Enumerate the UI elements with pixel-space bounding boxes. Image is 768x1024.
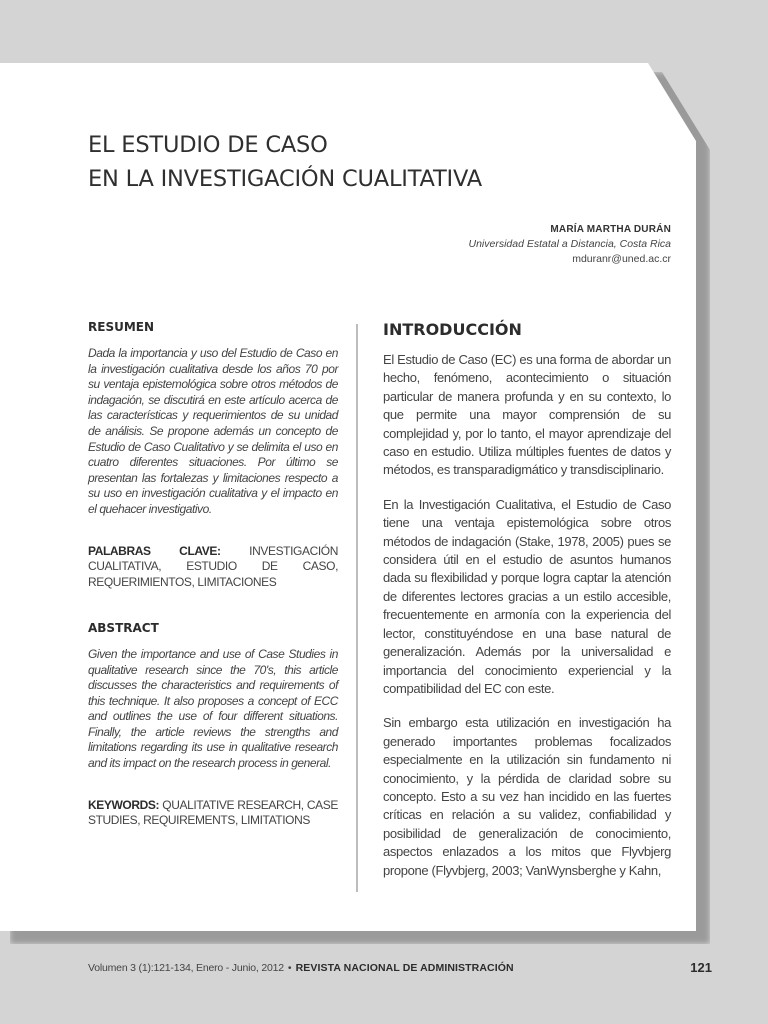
page-footer [88,962,712,978]
introduccion-heading: INTRODUCCIÓN [383,320,522,339]
palabras-clave-label: PALABRAS CLAVE: [88,543,221,558]
resumen-text: Dada la importancia y uso del Estudio de Caso en la investigación cualitativa desde los años 70 por su ventaja epistemológica sobre otros métodos de indagación, se discutirá en este artículo acerca de las características y requerimientos de su unidad de análisis. Se propone además un concepto de Estudio de Caso Cualitativo y se delimita el uso en cuatro diferentes situaciones. Por último se presentan las fortalezas y limitaciones respecto a su uso en investigación cualitativa y el impacto en el quehacer investigativo. [88,346,338,516]
author-block [468,222,671,267]
author-affiliation: Universidad Estatal a Distancia, Costa Rica [468,238,671,250]
author-email: mduranr@uned.ac.cr [572,253,671,265]
keywords [88,798,338,830]
palabras-clave [88,544,338,591]
intro-paragraph-1: El Estudio de Caso (EC) es una forma de abordar un hecho, fenómeno, acontecimiento o situación particular de manera profunda y en su contexto, lo que permite una mayor comprensión de su complejidad y, por lo tanto, el mayor aprendizaje del caso en estudio. Utiliza múltiples fuentes de datos y métodos, es transparadigmático y transdisciplinario. [383,352,671,478]
introduction-column [383,320,671,880]
page-number: 121 [690,960,712,975]
column-divider [356,324,358,892]
resumen-heading: RESUMEN [88,320,155,334]
keywords-label: KEYWORDS: [88,797,160,812]
abstract-column [88,320,338,829]
keywords-text: QUALITATIVE RESEARCH, CASE STUDIES, REQUIREMENTS, LIMITATIONS [88,797,338,828]
palabras-clave-text: INVESTIGACIÓN CUALITATIVA, ESTUDIO DE CASO, REQUERIMIENTOS, LIMITACIONES [88,543,338,590]
title-line-2: EN LA INVESTIGACIÓN CUALITATIVA [88,166,482,192]
abstract-heading: ABSTRACT [88,620,159,635]
intro-paragraph-3: Sin embargo esta utilización en investigación ha generado importantes problemas focalizados especialmente en la utilización sin fundamento ni conocimiento, y la pérdida de claridad sobre su concepto. Esto a su vez han incidido en las fuertes críticas en relación a su validez, confiabilidad y posibilidad de generalización de conocimiento, aspectos enlazados a los mitos que Flyvbjerg propone (Flyvbjerg, 2003; VanWynsberghe y Kahn, [383,715,671,878]
footer-volume: Volumen 3 (1):121-134, Enero - Junio, 2012 [88,962,284,974]
abstract-text: Given the importance and use of Case Studies in qualitative research since the 70's, this article discusses the characteristics and requirements of this technique. It also proposes a concept of ECC and outlines the use of four different situations. Finally, the article reviews the strengths and limitations regarding its use in qualitative research and its impact on the research process in general. [88,646,338,771]
intro-paragraph-2: En la Investigación Cualitativa, el Estudio de Caso tiene una ventaja epistemológica sobre otros métodos de indagación (Stake, 1978, 2005) pues se considera útil en el estudio de asuntos humanos dada su flexibilidad y porque logra captar la atención de diferentes lectores gracias a un estilo accesible, frecuentemente en armonía con la experiencia del lector, constituyéndose en una base natural de generalización. Además por la universalidad e importancia del conocimiento experiencial y la compatibilidad del EC con este. [383,496,671,696]
author-name: MARÍA MARTHA DURÁN [550,224,671,235]
article-title [88,128,482,196]
title-line-1: EL ESTUDIO DE CASO [88,132,328,158]
footer-journal: REVISTA NACIONAL DE ADMINISTRACIÓN [295,962,514,974]
footer-bullet: • [287,962,292,974]
